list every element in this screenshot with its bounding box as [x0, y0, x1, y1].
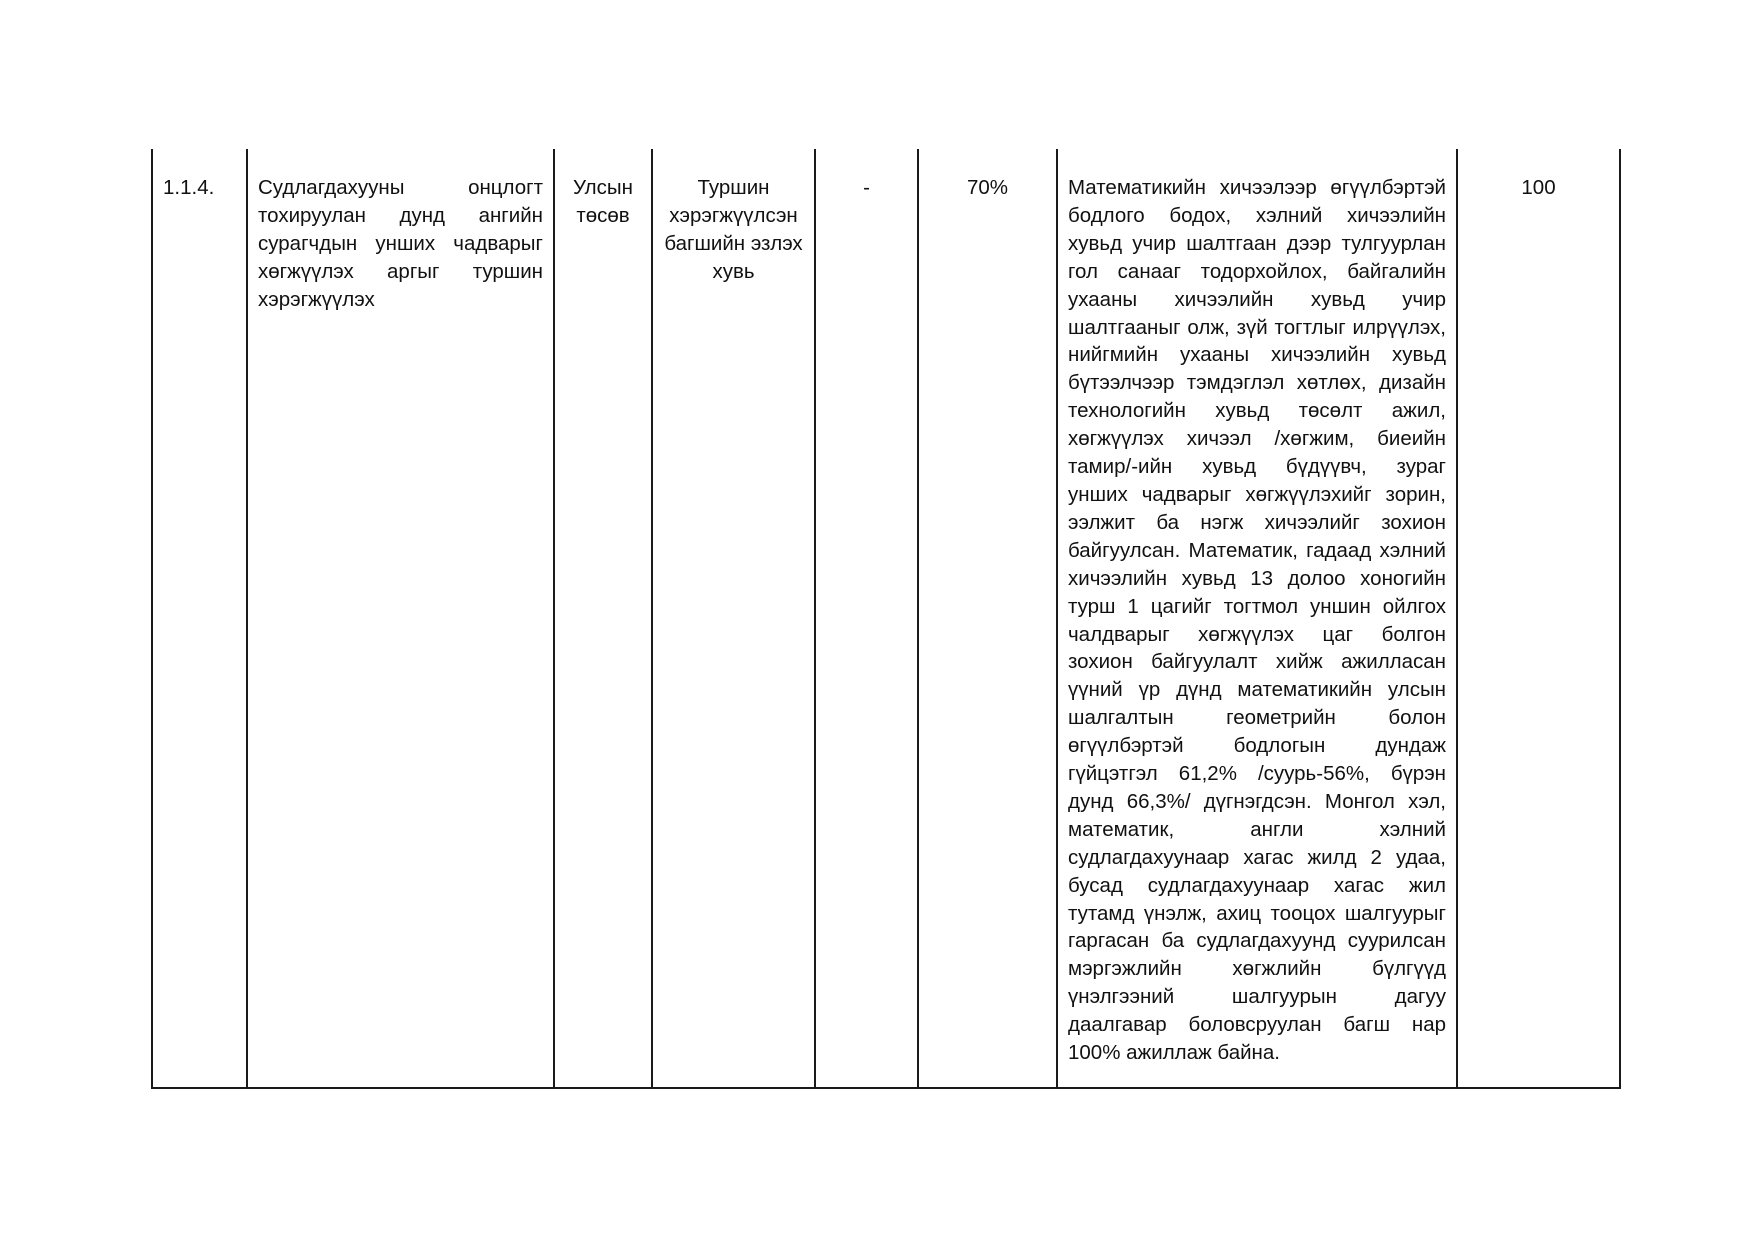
performance-line: тамир/-ийн хувьд бүдүүвч, зураг — [1068, 455, 1446, 479]
performance-line: зохион байгуулалт хийж ажилласан — [1068, 650, 1446, 674]
performance-line: математик, англи хэлний — [1068, 817, 1446, 841]
cell-indicator — [652, 149, 815, 1088]
performance-line: гаргасан ба судлагдахуунд суурилсан — [1068, 929, 1446, 953]
performance-line: үнэлгээний шалгуурын дагуу — [1068, 985, 1446, 1009]
indicator-text: Туршин хэрэгжүүлсэн багшийн эзлэх хувь — [664, 176, 803, 283]
performance-line: ухааны хичээлийн хувьд учир — [1068, 287, 1446, 311]
performance-line: нийгмийн ухааны хичээлийн хувьд — [1068, 343, 1446, 367]
cell-target — [918, 149, 1057, 1088]
cell-performance — [1057, 149, 1457, 1088]
performance-line: хөгжүүлэх хичээл /хөгжим, биеийн — [1068, 427, 1446, 451]
performance-line: дунд 66,3%/ дүгнэгдсэн. Монгол хэл, — [1068, 789, 1446, 813]
cell-level — [554, 149, 652, 1088]
performance-line: гол санааг тодорхойлох, байгалийн — [1068, 259, 1446, 283]
performance-line: мэргэжлийн хөгжлийн бүлгүүд — [1068, 957, 1446, 981]
performance-line: шалтгааныг олж, зүй тогтлыг илрүүлэх, — [1068, 315, 1446, 339]
cell-activity — [247, 149, 554, 1088]
baseline-value: - — [863, 176, 870, 199]
performance-line: Математикийн хичээлээр өгүүлбэртэй — [1068, 176, 1446, 199]
performance-line: турш 1 цагийг тогтмол уншин ойлгох — [1068, 594, 1446, 618]
performance-line: унших чадварыг хөгжүүлэхийг зорин, — [1068, 482, 1446, 506]
performance-line: ээлжит ба нэгж хичээлийг зохион — [1068, 510, 1446, 534]
performance-line: хувьд учир шалтгаан дээр тулгуурлан — [1068, 231, 1446, 255]
performance-line: даалгавар боловсруулан багш нар — [1068, 1013, 1446, 1037]
performance-line: тутамд үнэлж, ахиц тооцох шалгуурыг — [1068, 901, 1446, 925]
performance-line: технологийн хувьд төсөлт ажил, — [1068, 399, 1446, 423]
performance-line: хичээлийн хувьд 13 долоо хоногийн — [1068, 566, 1446, 590]
performance-line: 100% ажиллаж байна. — [1068, 1041, 1280, 1065]
row-number: 1.1.4. — [163, 176, 215, 199]
score-value: 100 — [1521, 176, 1556, 199]
performance-text — [1068, 174, 1446, 1067]
performance-line: өгүүлбэртэй бодлогын дундаж — [1068, 734, 1446, 758]
performance-line: бодлого бодох, хэлний хичээлийн — [1068, 203, 1446, 227]
level-text: Улсын төсөв — [573, 176, 633, 227]
performance-line: гүйцэтгэл 61,2% /суурь-56%, бүрэн — [1068, 762, 1446, 786]
performance-line: бусад судлагдахуунаар хагас жил — [1068, 873, 1446, 897]
cell-number — [152, 149, 247, 1088]
performance-line: байгуулсан. Математик, гадаад хэлний — [1068, 538, 1446, 562]
activity-text: Судлагдахууны онцлогт тохируулан дунд ангийн сурагчдын унших чадварыг хөгжүүлэх аргыг туршин хэрэгжүүлэх — [258, 176, 543, 311]
performance-line: чалдварыг хөгжүүлэх цаг болгон — [1068, 622, 1446, 646]
performance-line: шалгалтын геометрийн болон — [1068, 706, 1446, 730]
target-value: 70% — [966, 176, 1009, 199]
performance-line: судлагдахуунаар хагас жилд 2 удаа, — [1068, 845, 1446, 869]
cell-baseline — [815, 149, 918, 1088]
performance-line: бүтээлчээр тэмдэглэл хөтлөх, дизайн — [1068, 371, 1446, 395]
cell-score — [1457, 149, 1620, 1088]
performance-line: үүний үр дүнд математикийн улсын — [1068, 678, 1446, 702]
activity-table — [151, 149, 1621, 1089]
table-row — [152, 149, 1620, 1088]
